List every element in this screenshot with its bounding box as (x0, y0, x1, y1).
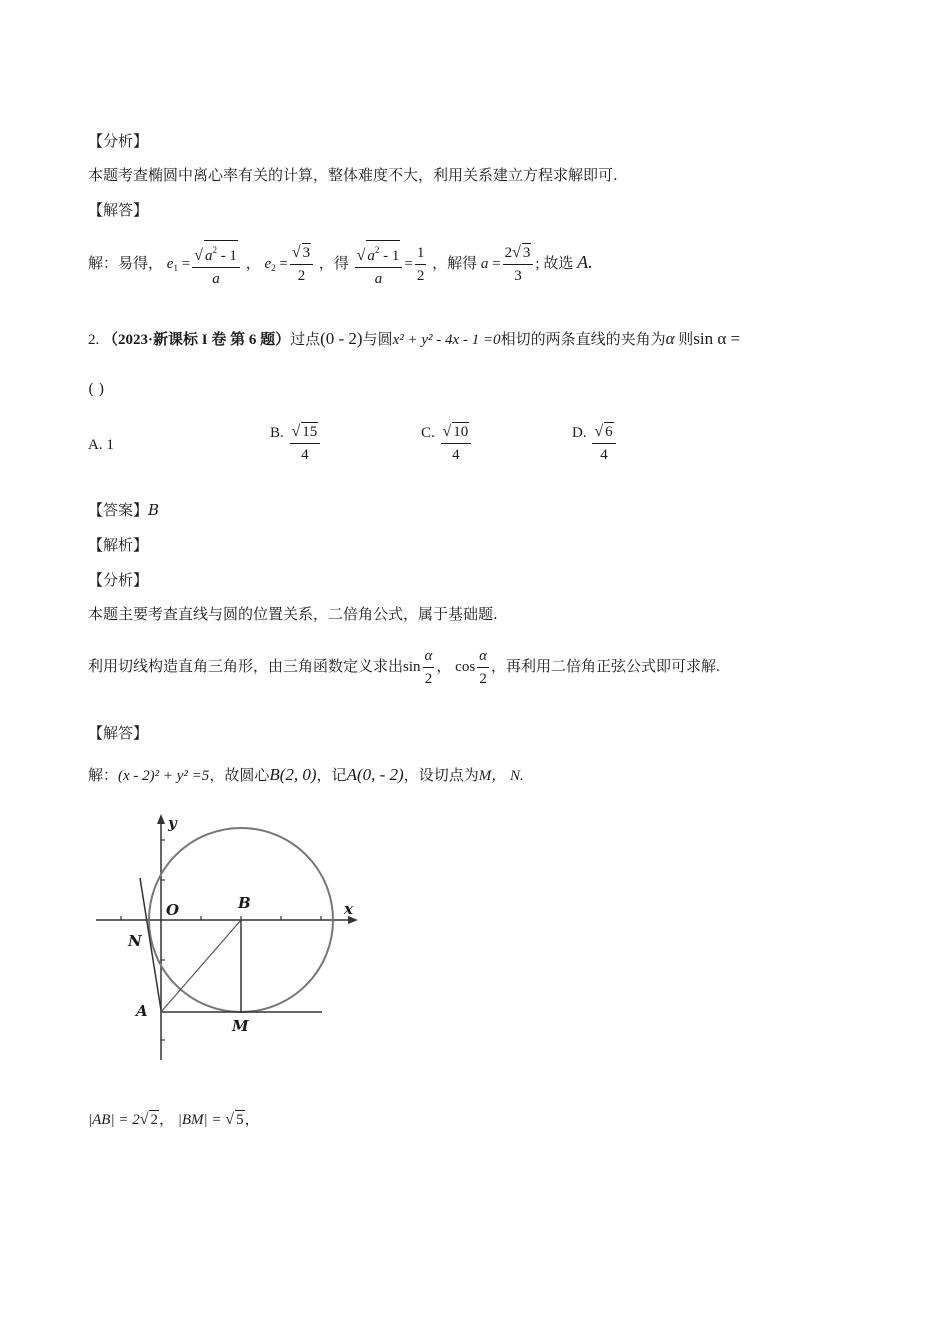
center-b: B(2, 0) (269, 765, 317, 784)
sqrt3-radicand: 3 (302, 245, 311, 261)
tangent-points: M， N. (478, 768, 524, 784)
problem-source: （2023·新课标 I 卷 第 6 题） (103, 332, 291, 348)
alpha-numerator: α (423, 646, 435, 668)
bm-length: |BM| = (177, 1112, 226, 1128)
cos-label: cos (455, 658, 476, 675)
solution-heading-1: 【解答】 (88, 201, 149, 219)
answer-heading: 【答案】 (88, 501, 149, 519)
final-sep: ， (158, 1112, 174, 1128)
label-n: N (128, 932, 142, 950)
solution2-text-b: ，记 (316, 768, 347, 784)
sin-expression: sin α = (693, 329, 741, 348)
ab-radicand: 2 (150, 1112, 158, 1128)
problem-2-line (88, 328, 740, 349)
answer-denominator: 3 (514, 268, 522, 284)
analysis-heading-1: 【分析】 (88, 132, 149, 150)
analysis-heading-2: 【分析】 (88, 571, 149, 589)
option-d-radicand: 6 (605, 424, 613, 440)
circle-standard-eq: (x - 2)² + y² =5 (118, 768, 210, 784)
final-line: |AB| = 2√ 2， |BM| = √ 5， (88, 1111, 260, 1128)
choice-a: A. (577, 251, 593, 272)
option-b-radicand: 15 (302, 424, 318, 440)
option-d-label: D. (572, 424, 587, 441)
text-choose: ; 故选 (535, 255, 574, 272)
problem-text-a: 过点 (290, 332, 321, 348)
e2-subscript: 2 (271, 262, 276, 273)
e2-fraction: $\frac{√ 3}{2}$ (290, 243, 313, 286)
method-line: 利用切线构造直角三角形，由三角函数定义求出sin $\frac{\alpha}{2}$ ， cos $\frac{\alpha}{2}$ ，再利用二倍角正弦公式即可求解. (88, 648, 720, 687)
answer-coef: 2 (504, 245, 513, 261)
answer-value: B (148, 501, 160, 519)
e1-subscript: 1 (173, 262, 178, 273)
solution2-text-c: ，设切点为 (403, 768, 479, 784)
option-a: A. 1 (88, 437, 114, 453)
option-c: C. $\frac{√ 10}{4}$ (421, 422, 473, 465)
a-symbol: a (204, 248, 213, 264)
answer-line (88, 499, 159, 520)
option-c-den: 4 (452, 447, 460, 463)
problem-number: 2. (88, 332, 100, 348)
y-arrow-icon (157, 814, 165, 824)
option-c-radicand: 10 (453, 424, 469, 440)
half-denominator: 2 (416, 268, 425, 284)
text-get: ，得 (318, 255, 349, 272)
solution-line-1: 解：易得， $e_1$ = $\frac{√ a^2 - 1}{a}$ ， $e_2$ = $\frac{√ 3}{2}$ ，得 $\frac{√ a^2 - 1}{a}$ = $\frac{1}{2}$ ，解得 a = $\frac{2√ 3}{3}$ ; 故选 A. (88, 240, 593, 289)
problem-text-c: 相切的两条直线的夹角为 (500, 332, 666, 348)
geometry-figure (90, 812, 370, 1066)
text-solve: ，解得 (432, 255, 478, 272)
solution-heading-2: 【解答】 (88, 724, 149, 742)
denominator-a: a (212, 271, 220, 287)
option-d: D. $\frac{√ 6}{4}$ (572, 422, 618, 465)
option-b-den: 4 (301, 447, 309, 463)
final-end: ， (244, 1112, 260, 1128)
option-c-label: C. (421, 424, 435, 441)
analysis-text-2: 本题主要考查直线与圆的位置关系，二倍角公式，属于基础题. (88, 605, 498, 623)
label-m: M (232, 1017, 249, 1035)
options-row (88, 422, 648, 472)
e1-fraction: $\frac{√ a^2 - 1}{a}$ (192, 240, 240, 289)
segment-ab (161, 920, 241, 1012)
answer-paren: ( ) (88, 380, 105, 398)
label-b: B (238, 894, 251, 912)
problem-text-b: 与圆 (362, 332, 393, 348)
minus-one: - 1 (216, 248, 237, 264)
ratio-fraction: $\frac{√ a^2 - 1}{a}$ (355, 240, 403, 289)
ab-length: |AB| = 2 (88, 1112, 140, 1128)
label-x: x (344, 900, 353, 918)
circle-equation: x² + y² - 4x - 1 =0 (392, 332, 501, 348)
solution2-text-a: ，故圆心 (209, 768, 270, 784)
option-b-label: B. (270, 424, 284, 441)
answer-fraction: $\frac{2√ 3}{3}$ (503, 243, 534, 286)
option-b: B. $\frac{√ 15}{4}$ (270, 422, 322, 465)
method-text-a: 利用切线构造直角三角形，由三角函数定义求出 (88, 658, 404, 675)
point-expr: (0 - 2) (320, 329, 363, 348)
half-fraction (415, 243, 427, 286)
problem-text-d: 则 (678, 332, 694, 348)
label-o: O (166, 901, 180, 919)
label-a: A (136, 1002, 148, 1020)
point-a: A(0, - 2) (346, 765, 404, 784)
half-numerator: 1 (415, 243, 427, 265)
analysis-text-1: 本题考查椭圆中离心率有关的计算，整体难度不大，利用关系建立方程求解即可. (88, 166, 618, 184)
label-y: y (168, 814, 177, 832)
denominator-2: 2 (297, 268, 306, 284)
e2-symbol: e (264, 255, 272, 272)
solution2-prefix: 解： (88, 768, 119, 784)
tangent-an (140, 878, 161, 1010)
a-variable: a (480, 255, 489, 272)
method-text-b: ，再利用二倍角正弦公式即可求解. (491, 658, 720, 675)
method-sep: ， (436, 658, 452, 675)
bm-radicand: 5 (236, 1112, 244, 1128)
explain-heading: 【解析】 (88, 536, 149, 554)
sin-label: sin (403, 658, 421, 675)
solution-line-2 (88, 764, 524, 785)
separator: ， (245, 255, 261, 272)
alpha-symbol: α (665, 329, 675, 348)
two-denominator: 2 (424, 671, 433, 687)
option-d-den: 4 (600, 447, 608, 463)
e1-symbol: e (166, 255, 174, 272)
solution-prefix: 解：易得， (88, 255, 164, 272)
